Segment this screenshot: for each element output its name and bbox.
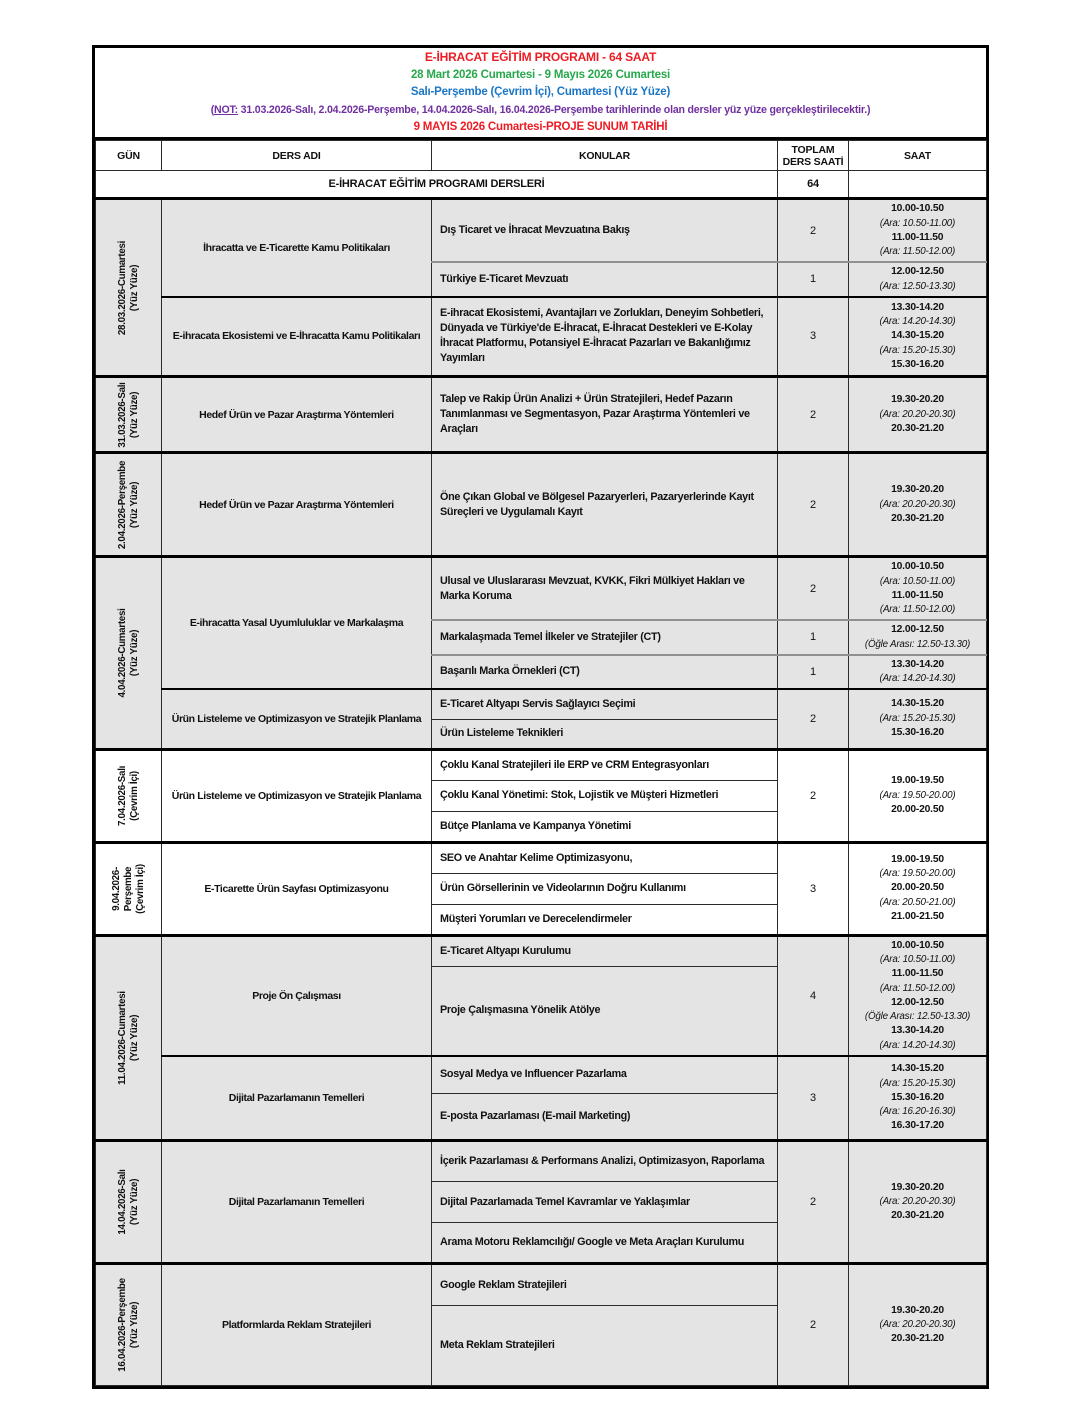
text-line: (Ara: 14.20-14.30) [879,1039,956,1051]
presentation-date: 9 MAYIS 2026 Cumartesi-PROJE SUNUM TARİHİ [413,121,668,134]
lesson-cell: Hedef Ürün ve Pazar Araştırma Yöntemleri [162,377,432,453]
text-line: 19.30-20.20 [891,1181,944,1193]
topic-cell: Sosyal Medya ve Influencer Pazarlama [432,1056,778,1094]
lesson-cell: Dijital Pazarlamanın Temelleri [162,1056,432,1141]
text-line: 20.30-21.20 [891,512,944,524]
text-line: 12.00-12.50 [891,266,944,277]
hours-cell: 4 [778,935,849,1056]
day-label [117,1169,141,1234]
day-cell [96,199,162,377]
topic-cell: Ürün Listeleme Teknikleri [432,719,778,749]
col-header-toplam-ders-saati: TOPLAM DERS SAATİ [778,141,849,171]
lesson-cell: Dijital Pazarlamanın Temelleri [162,1141,432,1264]
table-row [96,199,987,263]
text-line: 19.30-20.20 [891,484,944,495]
text-line: 28.03.2026-Cumartesi [116,240,128,335]
day-label [117,765,141,825]
topic-cell: Dış Ticaret ve İhracat Mevzuatına Bakış [432,199,778,263]
hours-cell: 3 [778,297,849,377]
note-line [103,102,978,119]
text-line: 19.00-19.50 [891,853,944,865]
topic-cell: Dijital Pazarlamada Temel Kavramlar ve Yaklaşımlar [432,1182,778,1223]
time-cell [849,620,987,655]
mode-schedule: Salı-Perşembe (Çevrim İçi), Cumartesi (Yüz Yüze) [410,86,671,99]
text-line: 10.00-10.50 [891,203,944,214]
text-line: (Yüz Yüze) [128,1014,140,1061]
topic-cell: Ulusal ve Uluslararası Mevzuat, KVKK, Fikri Mülkiyet Hakları ve Marka Koruma [432,557,778,621]
text-line: 12.00-12.50 [891,996,944,1008]
time-cell [849,377,987,453]
hours-cell: 3 [778,842,849,935]
hours-cell: 2 [778,453,849,557]
day-label [117,1278,141,1371]
day-label [117,382,141,447]
text-line: (Ara: 16.20-16.30) [879,1106,956,1117]
table-row [96,749,987,780]
table-row [96,689,987,719]
note-label: NOT: [214,103,238,116]
time-cell [849,297,987,377]
section-saat-empty [849,171,987,199]
text-line: 10.00-10.50 [891,939,944,951]
topic-cell: Meta Reklam Stratejileri [432,1306,778,1386]
lesson-cell: İhracatta ve E-Ticarette Kamu Politikaları [162,199,432,297]
day-cell [96,842,162,935]
col-header-ders-adi: DERS ADI [162,141,432,171]
topic-cell: Öne Çıkan Global ve Bölgesel Pazaryerleri, Pazaryerlerinde Kayıt Süreçleri ve Uygulamalı Kayıt [432,453,778,557]
text-line: (Ara: 11.50-12.00) [879,604,956,615]
table-row [96,377,987,453]
table-row [96,1264,987,1306]
hours-cell: 1 [778,655,849,690]
text-line: 11.00-11.50 [891,589,944,601]
text-line: (Yüz Yüze) [128,391,140,438]
topic-cell: Türkiye E-Ticaret Mevzuatı [432,262,778,297]
text-line: 11.04.2026-Cumartesi [116,990,128,1085]
hours-cell: 2 [778,689,849,749]
text-line: 20.30-21.20 [891,1333,944,1344]
time-cell [849,842,987,935]
time-cell [849,1056,987,1141]
table-row [96,842,987,873]
text-line: 14.30-15.20 [891,698,944,710]
topic-cell: Ürün Görsellerinin ve Videolarının Doğru Kullanımı [432,873,778,904]
lesson-cell: E-Ticarette Ürün Sayfası Optimizasyonu [162,842,432,935]
text-line: (Ara: 10.50-11.00) [879,575,956,587]
time-cell [849,557,987,621]
text-line: (Yüz Yüze) [128,1178,140,1226]
topic-cell: Arama Motoru Reklamcılığı/ Google ve Meta Araçları Kurulumu [432,1223,778,1264]
hours-cell: 1 [778,620,849,655]
text-line: (Ara: 20.20-20.30) [879,408,956,420]
col-header-saat: SAAT [849,141,987,171]
text-line: 13.30-14.20 [891,301,944,313]
date-range: 28 Mart 2026 Cumartesi - 9 Mayıs 2026 Cumartesi [410,68,671,81]
text-line: (Ara: 11.50-12.00) [879,982,956,994]
day-label [117,991,141,1085]
note-paren: ( [210,103,215,116]
text-line: 16.04.2026-Perşembe [116,1278,128,1372]
day-label [117,608,141,697]
topic-cell: E-ihracat Ekosistemi, Avantajları ve Zorlukları, Deneyim Sohbetleri, Dünyada ve Türkiye'de E-İhracat, E-İhracat Destekleri ve E-Kolay İhracat Platformu, Potansiyel E-İhracat Pazarları ve Bakanlığımız Yayımları [432,297,778,377]
topic-cell: Markalaşmada Temel İlkeler ve Stratejiler (CT) [432,620,778,655]
hours-cell: 2 [778,749,849,842]
text-line: (Öğle Arası: 12.50-13.30) [864,638,971,650]
text-line: (Ara: 15.20-15.30) [879,344,956,356]
text-line: (Yüz Yüze) [128,1301,140,1349]
day-cell [96,557,162,750]
text-line: (Ara: 12.50-13.30) [879,280,956,292]
table-row [96,297,987,377]
topic-cell: E-Ticaret Altyapı Kurulumu [432,935,778,966]
hours-cell: 2 [778,1141,849,1264]
topic-cell: Proje Çalışmasına Yönelik Atölye [432,966,778,1055]
text-line: (Ara: 19.50-20.00) [879,868,956,880]
text-line: 21.00-21.50 [891,910,944,922]
section-label: E-İHRACAT EĞİTİM PROGRAMI DERSLERİ [96,171,778,199]
text-line: (Ara: 10.50-11.00) [879,954,956,965]
text-line: 14.30-15.20 [891,1063,944,1074]
topic-cell: Çoklu Kanal Yönetimi: Stok, Lojistik ve Müşteri Hizmetleri [432,780,778,811]
time-cell [849,749,987,842]
table-row [96,1056,987,1094]
section-total-hours: 64 [778,171,849,199]
text-line: (Ara: 14.20-14.30) [879,316,956,327]
text-line: (Yüz Yüze) [128,264,140,311]
text-line: 10.00-10.50 [891,561,944,572]
hours-cell: 2 [778,199,849,263]
text-line: 14.04.2026-Salı [116,1169,128,1235]
time-cell [849,453,987,557]
table-row [96,1141,987,1182]
text-line: (Yüz Yüze) [128,481,140,528]
text-line: 13.30-14.20 [891,658,944,670]
text-line: 4.04.2026-Cumartesi [116,608,128,698]
day-label [117,240,141,334]
program-title: E-İHRACAT EĞİTİM PROGRAMI - 64 SAAT [424,50,657,65]
time-cell [849,1264,987,1386]
hours-cell: 1 [778,262,849,297]
day-label [111,864,147,914]
text-line: (Ara: 19.50-20.00) [879,789,956,801]
topic-cell: Başarılı Marka Örnekleri (CT) [432,655,778,690]
text-line: 20.30-21.20 [891,1210,944,1221]
text-line: 15.30-16.20 [891,1091,944,1103]
text-line: (Ara: 15.20-15.30) [879,1077,956,1089]
text-line: 9.04.2026- [110,866,122,911]
table-row [96,935,987,966]
section-row [96,171,987,199]
text-line: 19.30-20.20 [891,394,944,405]
topic-cell: Çoklu Kanal Stratejileri ile ERP ve CRM Entegrasyonları [432,749,778,780]
day-cell [96,1264,162,1386]
title-box [95,48,986,140]
text-line: 2.04.2026-Perşembe [116,460,128,549]
text-line: 15.30-16.20 [891,358,944,370]
text-line: 19.30-20.20 [891,1304,944,1316]
text-line: Perşembe [122,866,134,911]
text-line: 11.00-11.50 [891,231,944,243]
text-line: (Çevrim İçi) [134,863,146,914]
text-line: (Ara: 20.20-20.30) [879,498,956,510]
schedule-sheet [92,45,989,1389]
text-line: 20.00-20.50 [891,882,944,894]
time-cell [849,262,987,297]
column-header-row [96,141,987,171]
topic-cell: Google Reklam Stratejileri [432,1264,778,1306]
time-cell [849,655,987,690]
time-cell [849,199,987,263]
topic-cell: İçerik Pazarlaması & Performans Analizi, Optimizasyon, Raporlama [432,1141,778,1182]
hours-cell: 2 [778,1264,849,1386]
time-cell [849,689,987,749]
text-line: 20.30-21.20 [891,422,944,434]
topic-cell: Talep ve Rakip Ürün Analizi + Ürün Stratejileri, Hedef Pazarın Tanımlanması ve Segmentasyon, Pazar Araştırma Yöntemleri ve Araçları [432,377,778,453]
lesson-cell: Platformlarda Reklam Stratejileri [162,1264,432,1386]
note-text: 31.03.2026-Salı, 2.04.2026-Perşembe, 14.04.2026-Salı, 16.04.2026-Perşembe tarihlerinde olan dersler yüz yüze gerçekleştirilecektir.) [237,103,871,116]
lesson-cell: Ürün Listeleme ve Optimizasyon ve Stratejik Planlama [162,689,432,749]
text-line: 16.30-17.20 [891,1120,944,1131]
hours-cell: 2 [778,557,849,621]
text-line: (Çevrim İçi) [128,770,140,821]
schedule-table [95,140,987,1386]
text-line: (Ara: 15.20-15.30) [879,712,956,724]
col-header-konular: KONULAR [432,141,778,171]
text-line: (Öğle Arası: 12.50-13.30) [864,1011,971,1022]
day-cell [96,1141,162,1264]
day-cell [96,377,162,453]
text-line: (Ara: 20.20-20.30) [879,1319,956,1330]
time-cell [849,1141,987,1264]
lesson-cell: Ürün Listeleme ve Optimizasyon ve Stratejik Planlama [162,749,432,842]
text-line: 7.04.2026-Salı [116,765,128,826]
lesson-cell: Proje Ön Çalışması [162,935,432,1056]
lesson-cell: E-ihracata Ekosistemi ve E-İhracatta Kamu Politikaları [162,297,432,377]
text-line: 31.03.2026-Salı [116,381,128,448]
text-line: 14.30-15.20 [891,330,944,341]
text-line: 11.00-11.50 [891,968,944,979]
topic-cell: SEO ve Anahtar Kelime Optimizasyonu, [432,842,778,873]
text-line: 19.00-19.50 [891,775,944,786]
text-line: 20.00-20.50 [891,803,944,815]
topic-cell: E-Ticaret Altyapı Servis Sağlayıcı Seçimi [432,689,778,719]
day-label [117,460,141,548]
text-line: 15.30-16.20 [891,726,944,738]
table-row [96,557,987,621]
text-line: (Ara: 20.20-20.30) [879,1196,956,1207]
lesson-cell: E-ihracatta Yasal Uyumluluklar ve Markalaşma [162,557,432,690]
topic-cell: Müşteri Yorumları ve Derecelendirmeler [432,904,778,935]
text-line: (Ara: 20.50-21.00) [879,896,956,908]
time-cell [849,935,987,1056]
hours-cell: 3 [778,1056,849,1141]
topic-cell: Bütçe Planlama ve Kampanya Yönetimi [432,811,778,842]
text-line: (Ara: 11.50-12.00) [879,246,956,257]
text-line: (Ara: 14.20-14.30) [879,673,956,684]
topic-cell: E-posta Pazarlaması (E-mail Marketing) [432,1094,778,1141]
text-line: (Ara: 10.50-11.00) [879,217,956,229]
text-line: 12.00-12.50 [891,624,944,635]
table-row [96,453,987,557]
day-cell [96,749,162,842]
text-line: 13.30-14.20 [891,1025,944,1036]
hours-cell: 2 [778,377,849,453]
lesson-cell: Hedef Ürün ve Pazar Araştırma Yöntemleri [162,453,432,557]
day-cell [96,453,162,557]
day-cell [96,935,162,1141]
text-line: (Yüz Yüze) [128,629,140,676]
col-header-gun: GÜN [96,141,162,171]
